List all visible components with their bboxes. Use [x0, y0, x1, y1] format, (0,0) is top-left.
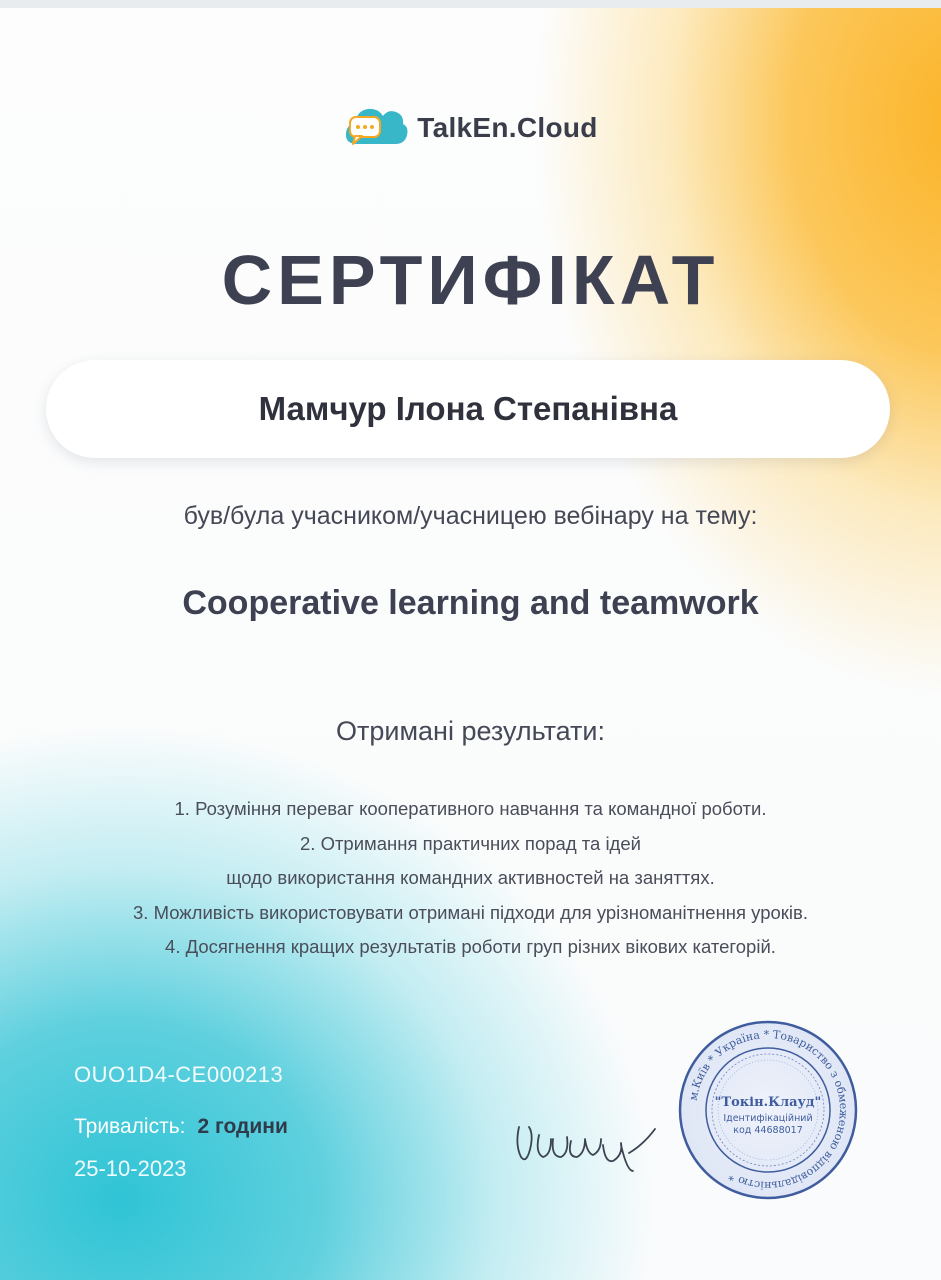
- stamp-id-line1: Ідентифікаційний: [723, 1113, 813, 1124]
- chat-cloud-icon: [343, 100, 409, 156]
- logo: [0, 100, 941, 156]
- recipient-name: Мамчур Ілона Степанівна: [258, 390, 678, 427]
- stamp-center-name: "Токін.Клауд": [714, 1095, 822, 1110]
- company-stamp: [676, 1018, 860, 1202]
- recipient-name-box: [46, 360, 890, 458]
- participation-text: був/була учасником/учасницею вебінару на тему:: [183, 502, 758, 530]
- results-heading: Отримані результати:: [335, 716, 606, 746]
- duration: [74, 1115, 288, 1139]
- stamp-id-line2: код 44688017: [733, 1125, 803, 1136]
- result-item: 2. Отримання практичних порад та ідей: [300, 832, 641, 854]
- webinar-topic: Cooperative learning and teamwork: [182, 584, 759, 622]
- logo-text: TalkEn.Cloud: [417, 112, 598, 143]
- certificate-code: OUO1D4-CE000213: [74, 1062, 284, 1087]
- result-item: щодо використання командних активностей на заняттях.: [226, 867, 715, 888]
- certificate-title: СЕРТИФІКАТ: [221, 241, 720, 319]
- duration-value: 2 години: [197, 1115, 288, 1138]
- results-list: [0, 792, 941, 965]
- stamp-outer-text: м.Київ * Україна * Товариство з обмеженою відповідальністю *: [686, 1027, 851, 1193]
- result-item: 3. Можливість використовувати отримані підходи для урізноманітнення уроків.: [133, 901, 808, 923]
- result-item: 4. Досягнення кращих результатів роботи груп різних вікових категорій.: [165, 936, 776, 957]
- duration-label: Тривалість:: [74, 1115, 186, 1138]
- signature: [505, 1105, 665, 1175]
- result-item: 1. Розуміння переваг кооперативного навчання та командної роботи.: [174, 798, 767, 819]
- issue-date: 25-10-2023: [74, 1156, 187, 1181]
- top-band: [0, 0, 941, 8]
